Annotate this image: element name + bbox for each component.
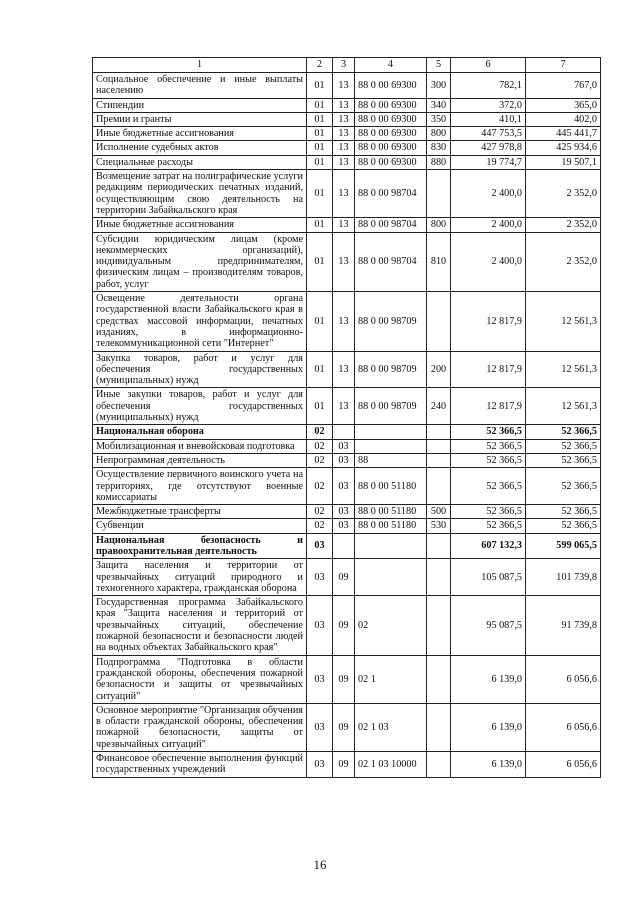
row-name-cell: Национальная безопасность и правоохранительная деятельность xyxy=(93,533,307,559)
table-row xyxy=(93,170,601,218)
row-amount-2022-cell: 12 817,9 xyxy=(451,351,526,388)
row-subsection-cell: 13 xyxy=(333,73,355,99)
table-row xyxy=(93,388,601,425)
row-amount-2022-cell: 12 817,9 xyxy=(451,292,526,351)
row-name-cell: Стипендии xyxy=(93,98,307,112)
row-amount-2023-cell: 6 056,6 xyxy=(526,703,601,751)
row-subsection-cell: 13 xyxy=(333,292,355,351)
row-subsection-cell: 13 xyxy=(333,141,355,155)
row-section-cell: 03 xyxy=(307,596,333,655)
row-name-cell: Иные бюджетные ассигнования xyxy=(93,218,307,232)
row-amount-2023-cell: 6 056,6 xyxy=(526,655,601,703)
row-section-cell: 02 xyxy=(307,505,333,519)
row-name-cell: Субвенции xyxy=(93,519,307,533)
row-expense-type-cell xyxy=(427,752,451,778)
row-subsection-cell: 03 xyxy=(333,453,355,467)
row-amount-2023-cell: 2 352,0 xyxy=(526,218,601,232)
row-expense-type-cell: 810 xyxy=(427,232,451,291)
row-subsection-cell: 13 xyxy=(333,218,355,232)
row-expense-type-cell: 240 xyxy=(427,388,451,425)
row-amount-2022-cell: 19 774,7 xyxy=(451,155,526,169)
row-subsection-cell: 13 xyxy=(333,232,355,291)
row-target-article-cell: 88 0 00 69300 xyxy=(355,155,427,169)
table-row xyxy=(93,155,601,169)
table-row xyxy=(93,232,601,291)
row-section-cell: 01 xyxy=(307,127,333,141)
row-subsection-cell: 13 xyxy=(333,127,355,141)
table-row xyxy=(93,752,601,778)
row-amount-2022-cell: 2 400,0 xyxy=(451,232,526,291)
row-section-cell: 03 xyxy=(307,752,333,778)
row-section-cell: 01 xyxy=(307,218,333,232)
row-target-article-cell: 02 1 xyxy=(355,655,427,703)
table-row xyxy=(93,112,601,126)
row-subsection-cell: 03 xyxy=(333,505,355,519)
row-subsection-cell: 13 xyxy=(333,112,355,126)
row-subsection-cell: 13 xyxy=(333,388,355,425)
row-expense-type-cell: 800 xyxy=(427,218,451,232)
row-expense-type-cell xyxy=(427,596,451,655)
header-cell: 3 xyxy=(333,58,355,73)
row-section-cell: 02 xyxy=(307,439,333,453)
row-name-cell: Межбюджетные трансферты xyxy=(93,505,307,519)
row-amount-2022-cell: 105 087,5 xyxy=(451,559,526,596)
row-target-article-cell: 88 0 00 51180 xyxy=(355,519,427,533)
row-expense-type-cell: 200 xyxy=(427,351,451,388)
row-amount-2023-cell: 599 065,5 xyxy=(526,533,601,559)
row-expense-type-cell xyxy=(427,533,451,559)
header-cell: 2 xyxy=(307,58,333,73)
row-target-article-cell: 88 0 00 51180 xyxy=(355,468,427,505)
row-amount-2022-cell: 2 400,0 xyxy=(451,218,526,232)
row-subsection-cell: 03 xyxy=(333,439,355,453)
row-name-cell: Мобилизационная и вневойсковая подготовка xyxy=(93,439,307,453)
row-amount-2023-cell: 91 739,8 xyxy=(526,596,601,655)
row-name-cell: Социальное обеспечение и иные выплаты населению xyxy=(93,73,307,99)
row-target-article-cell: 88 0 00 98709 xyxy=(355,292,427,351)
row-amount-2023-cell: 19 507,1 xyxy=(526,155,601,169)
row-amount-2022-cell: 372,0 xyxy=(451,98,526,112)
row-name-cell: Осуществление первичного воинского учета на территориях, где отсутствуют военные комиссариаты xyxy=(93,468,307,505)
page-number: 16 xyxy=(313,857,327,872)
row-target-article-cell: 02 1 03 xyxy=(355,703,427,751)
row-target-article-cell: 02 1 03 10000 xyxy=(355,752,427,778)
row-expense-type-cell: 800 xyxy=(427,127,451,141)
row-subsection-cell: 13 xyxy=(333,155,355,169)
table-row xyxy=(93,127,601,141)
row-amount-2023-cell: 12 561,3 xyxy=(526,388,601,425)
table-row xyxy=(93,596,601,655)
table-row xyxy=(93,351,601,388)
row-target-article-cell xyxy=(355,439,427,453)
row-amount-2022-cell: 2 400,0 xyxy=(451,170,526,218)
row-section-cell: 02 xyxy=(307,468,333,505)
row-section-cell: 01 xyxy=(307,141,333,155)
table-row xyxy=(93,533,601,559)
row-expense-type-cell: 300 xyxy=(427,73,451,99)
table-row xyxy=(93,559,601,596)
row-target-article-cell: 88 0 00 69300 xyxy=(355,98,427,112)
row-amount-2023-cell: 101 739,8 xyxy=(526,559,601,596)
header-cell: 7 xyxy=(526,58,601,73)
row-target-article-cell: 88 0 00 69300 xyxy=(355,112,427,126)
row-name-cell: Иные бюджетные ассигнования xyxy=(93,127,307,141)
table-row xyxy=(93,73,601,99)
row-section-cell: 01 xyxy=(307,292,333,351)
row-name-cell: Специальные расходы xyxy=(93,155,307,169)
table-row xyxy=(93,505,601,519)
row-amount-2022-cell: 6 139,0 xyxy=(451,752,526,778)
row-name-cell: Подпрограмма "Подготовка в области гражданской обороны, обеспечения пожарной безопасности и защиты от чрезвычайных ситуаций" xyxy=(93,655,307,703)
row-amount-2023-cell: 52 366,5 xyxy=(526,519,601,533)
table-row xyxy=(93,292,601,351)
row-amount-2022-cell: 52 366,5 xyxy=(451,439,526,453)
row-amount-2022-cell: 52 366,5 xyxy=(451,425,526,439)
row-section-cell: 02 xyxy=(307,453,333,467)
row-subsection-cell: 09 xyxy=(333,752,355,778)
row-amount-2023-cell: 52 366,5 xyxy=(526,468,601,505)
row-section-cell: 01 xyxy=(307,73,333,99)
row-expense-type-cell: 830 xyxy=(427,141,451,155)
row-amount-2022-cell: 52 366,5 xyxy=(451,505,526,519)
row-section-cell: 01 xyxy=(307,98,333,112)
row-amount-2023-cell: 12 561,3 xyxy=(526,292,601,351)
header-cell: 4 xyxy=(355,58,427,73)
row-amount-2022-cell: 52 366,5 xyxy=(451,519,526,533)
row-target-article-cell: 88 0 00 98709 xyxy=(355,388,427,425)
header-cell: 1 xyxy=(93,58,307,73)
row-amount-2023-cell: 52 366,5 xyxy=(526,505,601,519)
row-amount-2022-cell: 782,1 xyxy=(451,73,526,99)
row-expense-type-cell xyxy=(427,170,451,218)
row-amount-2023-cell: 2 352,0 xyxy=(526,232,601,291)
row-amount-2022-cell: 52 366,5 xyxy=(451,453,526,467)
header-cell: 5 xyxy=(427,58,451,73)
table-row xyxy=(93,439,601,453)
row-section-cell: 02 xyxy=(307,425,333,439)
row-expense-type-cell: 880 xyxy=(427,155,451,169)
row-name-cell: Премии и гранты xyxy=(93,112,307,126)
row-target-article-cell xyxy=(355,425,427,439)
row-target-article-cell: 88 0 00 69300 xyxy=(355,141,427,155)
row-section-cell: 03 xyxy=(307,559,333,596)
row-amount-2022-cell: 427 978,8 xyxy=(451,141,526,155)
row-name-cell: Возмещение затрат на полиграфические услуги редакциям периодических печатных изданий, осуществляющим свою деятельность на территории Забайкальского края xyxy=(93,170,307,218)
table-row xyxy=(93,453,601,467)
table-row xyxy=(93,98,601,112)
row-section-cell: 03 xyxy=(307,533,333,559)
row-amount-2023-cell: 52 366,5 xyxy=(526,439,601,453)
row-section-cell: 03 xyxy=(307,655,333,703)
row-subsection-cell: 13 xyxy=(333,351,355,388)
row-section-cell: 02 xyxy=(307,519,333,533)
table-row xyxy=(93,468,601,505)
row-name-cell: Субсидии юридическим лицам (кроме некоммерческих организаций), индивидуальным предпринимателям, физическим лицам – производителям товаров, работ, услуг xyxy=(93,232,307,291)
row-subsection-cell: 09 xyxy=(333,655,355,703)
row-target-article-cell: 88 0 00 98704 xyxy=(355,170,427,218)
row-section-cell: 01 xyxy=(307,388,333,425)
row-section-cell: 01 xyxy=(307,351,333,388)
row-section-cell: 01 xyxy=(307,155,333,169)
row-name-cell: Основное мероприятие "Организация обучения в области гражданской обороны, обеспечения пожарной безопасности, защиты от чрезвычайных ситуаций" xyxy=(93,703,307,751)
row-expense-type-cell xyxy=(427,292,451,351)
row-subsection-cell: 03 xyxy=(333,468,355,505)
row-name-cell: Иные закупки товаров, работ и услуг для обеспечения государственных (муниципальных) нужд xyxy=(93,388,307,425)
row-name-cell: Непрограммная деятельность xyxy=(93,453,307,467)
table-row xyxy=(93,425,601,439)
table-row xyxy=(93,703,601,751)
row-amount-2022-cell: 12 817,9 xyxy=(451,388,526,425)
row-amount-2023-cell: 6 056,6 xyxy=(526,752,601,778)
row-name-cell: Государственная программа Забайкальского края "Защита населения и территорий от чрезвычайных ситуаций, обеспечение пожарной безопасности и безопасности людей на водных объектах Забайкальского края" xyxy=(93,596,307,655)
row-target-article-cell xyxy=(355,533,427,559)
row-expense-type-cell: 530 xyxy=(427,519,451,533)
row-amount-2023-cell: 365,0 xyxy=(526,98,601,112)
row-subsection-cell: 09 xyxy=(333,559,355,596)
row-amount-2022-cell: 447 753,5 xyxy=(451,127,526,141)
row-amount-2022-cell: 6 139,0 xyxy=(451,703,526,751)
row-target-article-cell: 88 xyxy=(355,453,427,467)
row-section-cell: 03 xyxy=(307,703,333,751)
row-target-article-cell: 88 0 00 98704 xyxy=(355,232,427,291)
row-subsection-cell: 13 xyxy=(333,170,355,218)
row-section-cell: 01 xyxy=(307,232,333,291)
row-amount-2023-cell: 767,0 xyxy=(526,73,601,99)
row-section-cell: 01 xyxy=(307,112,333,126)
row-subsection-cell: 09 xyxy=(333,596,355,655)
row-amount-2022-cell: 6 139,0 xyxy=(451,655,526,703)
row-name-cell: Освещение деятельности органа государственной власти Забайкальского края в средствах массовой информации, печатных изданиях, в информационно-телекоммуникационной сети "Интернет" xyxy=(93,292,307,351)
row-subsection-cell: 03 xyxy=(333,519,355,533)
row-amount-2022-cell: 52 366,5 xyxy=(451,468,526,505)
table-row xyxy=(93,519,601,533)
row-target-article-cell: 88 0 00 98709 xyxy=(355,351,427,388)
row-target-article-cell: 88 0 00 69300 xyxy=(355,73,427,99)
table-body xyxy=(93,73,601,778)
table-row xyxy=(93,655,601,703)
row-amount-2023-cell: 425 934,6 xyxy=(526,141,601,155)
row-expense-type-cell: 340 xyxy=(427,98,451,112)
row-expense-type-cell xyxy=(427,439,451,453)
row-expense-type-cell xyxy=(427,655,451,703)
row-name-cell: Защита населения и территории от чрезвычайных ситуаций природного и техногенного характера, гражданская оборона xyxy=(93,559,307,596)
row-subsection-cell: 09 xyxy=(333,703,355,751)
row-amount-2023-cell: 52 366,5 xyxy=(526,425,601,439)
row-expense-type-cell xyxy=(427,559,451,596)
row-section-cell: 01 xyxy=(307,170,333,218)
row-amount-2023-cell: 402,0 xyxy=(526,112,601,126)
row-subsection-cell: 13 xyxy=(333,98,355,112)
table-row xyxy=(93,218,601,232)
row-name-cell: Национальная оборона xyxy=(93,425,307,439)
row-expense-type-cell xyxy=(427,453,451,467)
row-expense-type-cell xyxy=(427,425,451,439)
row-amount-2023-cell: 445 441,7 xyxy=(526,127,601,141)
row-subsection-cell xyxy=(333,533,355,559)
budget-table xyxy=(92,57,601,778)
row-amount-2023-cell: 52 366,5 xyxy=(526,453,601,467)
row-expense-type-cell: 500 xyxy=(427,505,451,519)
row-name-cell: Закупка товаров, работ и услуг для обеспечения государственных (муниципальных) нужд xyxy=(93,351,307,388)
row-subsection-cell xyxy=(333,425,355,439)
row-target-article-cell xyxy=(355,559,427,596)
row-expense-type-cell: 350 xyxy=(427,112,451,126)
row-name-cell: Финансовое обеспечение выполнения функций государственных учреждений xyxy=(93,752,307,778)
row-target-article-cell: 02 xyxy=(355,596,427,655)
header-cell: 6 xyxy=(451,58,526,73)
row-amount-2022-cell: 410,1 xyxy=(451,112,526,126)
row-name-cell: Исполнение судебных актов xyxy=(93,141,307,155)
row-target-article-cell: 88 0 00 98704 xyxy=(355,218,427,232)
row-amount-2022-cell: 607 132,3 xyxy=(451,533,526,559)
row-amount-2023-cell: 12 561,3 xyxy=(526,351,601,388)
table-header-row xyxy=(93,58,601,73)
row-amount-2022-cell: 95 087,5 xyxy=(451,596,526,655)
row-expense-type-cell xyxy=(427,468,451,505)
row-target-article-cell: 88 0 00 51180 xyxy=(355,505,427,519)
table-row xyxy=(93,141,601,155)
row-amount-2023-cell: 2 352,0 xyxy=(526,170,601,218)
row-target-article-cell: 88 0 00 69300 xyxy=(355,127,427,141)
row-expense-type-cell xyxy=(427,703,451,751)
